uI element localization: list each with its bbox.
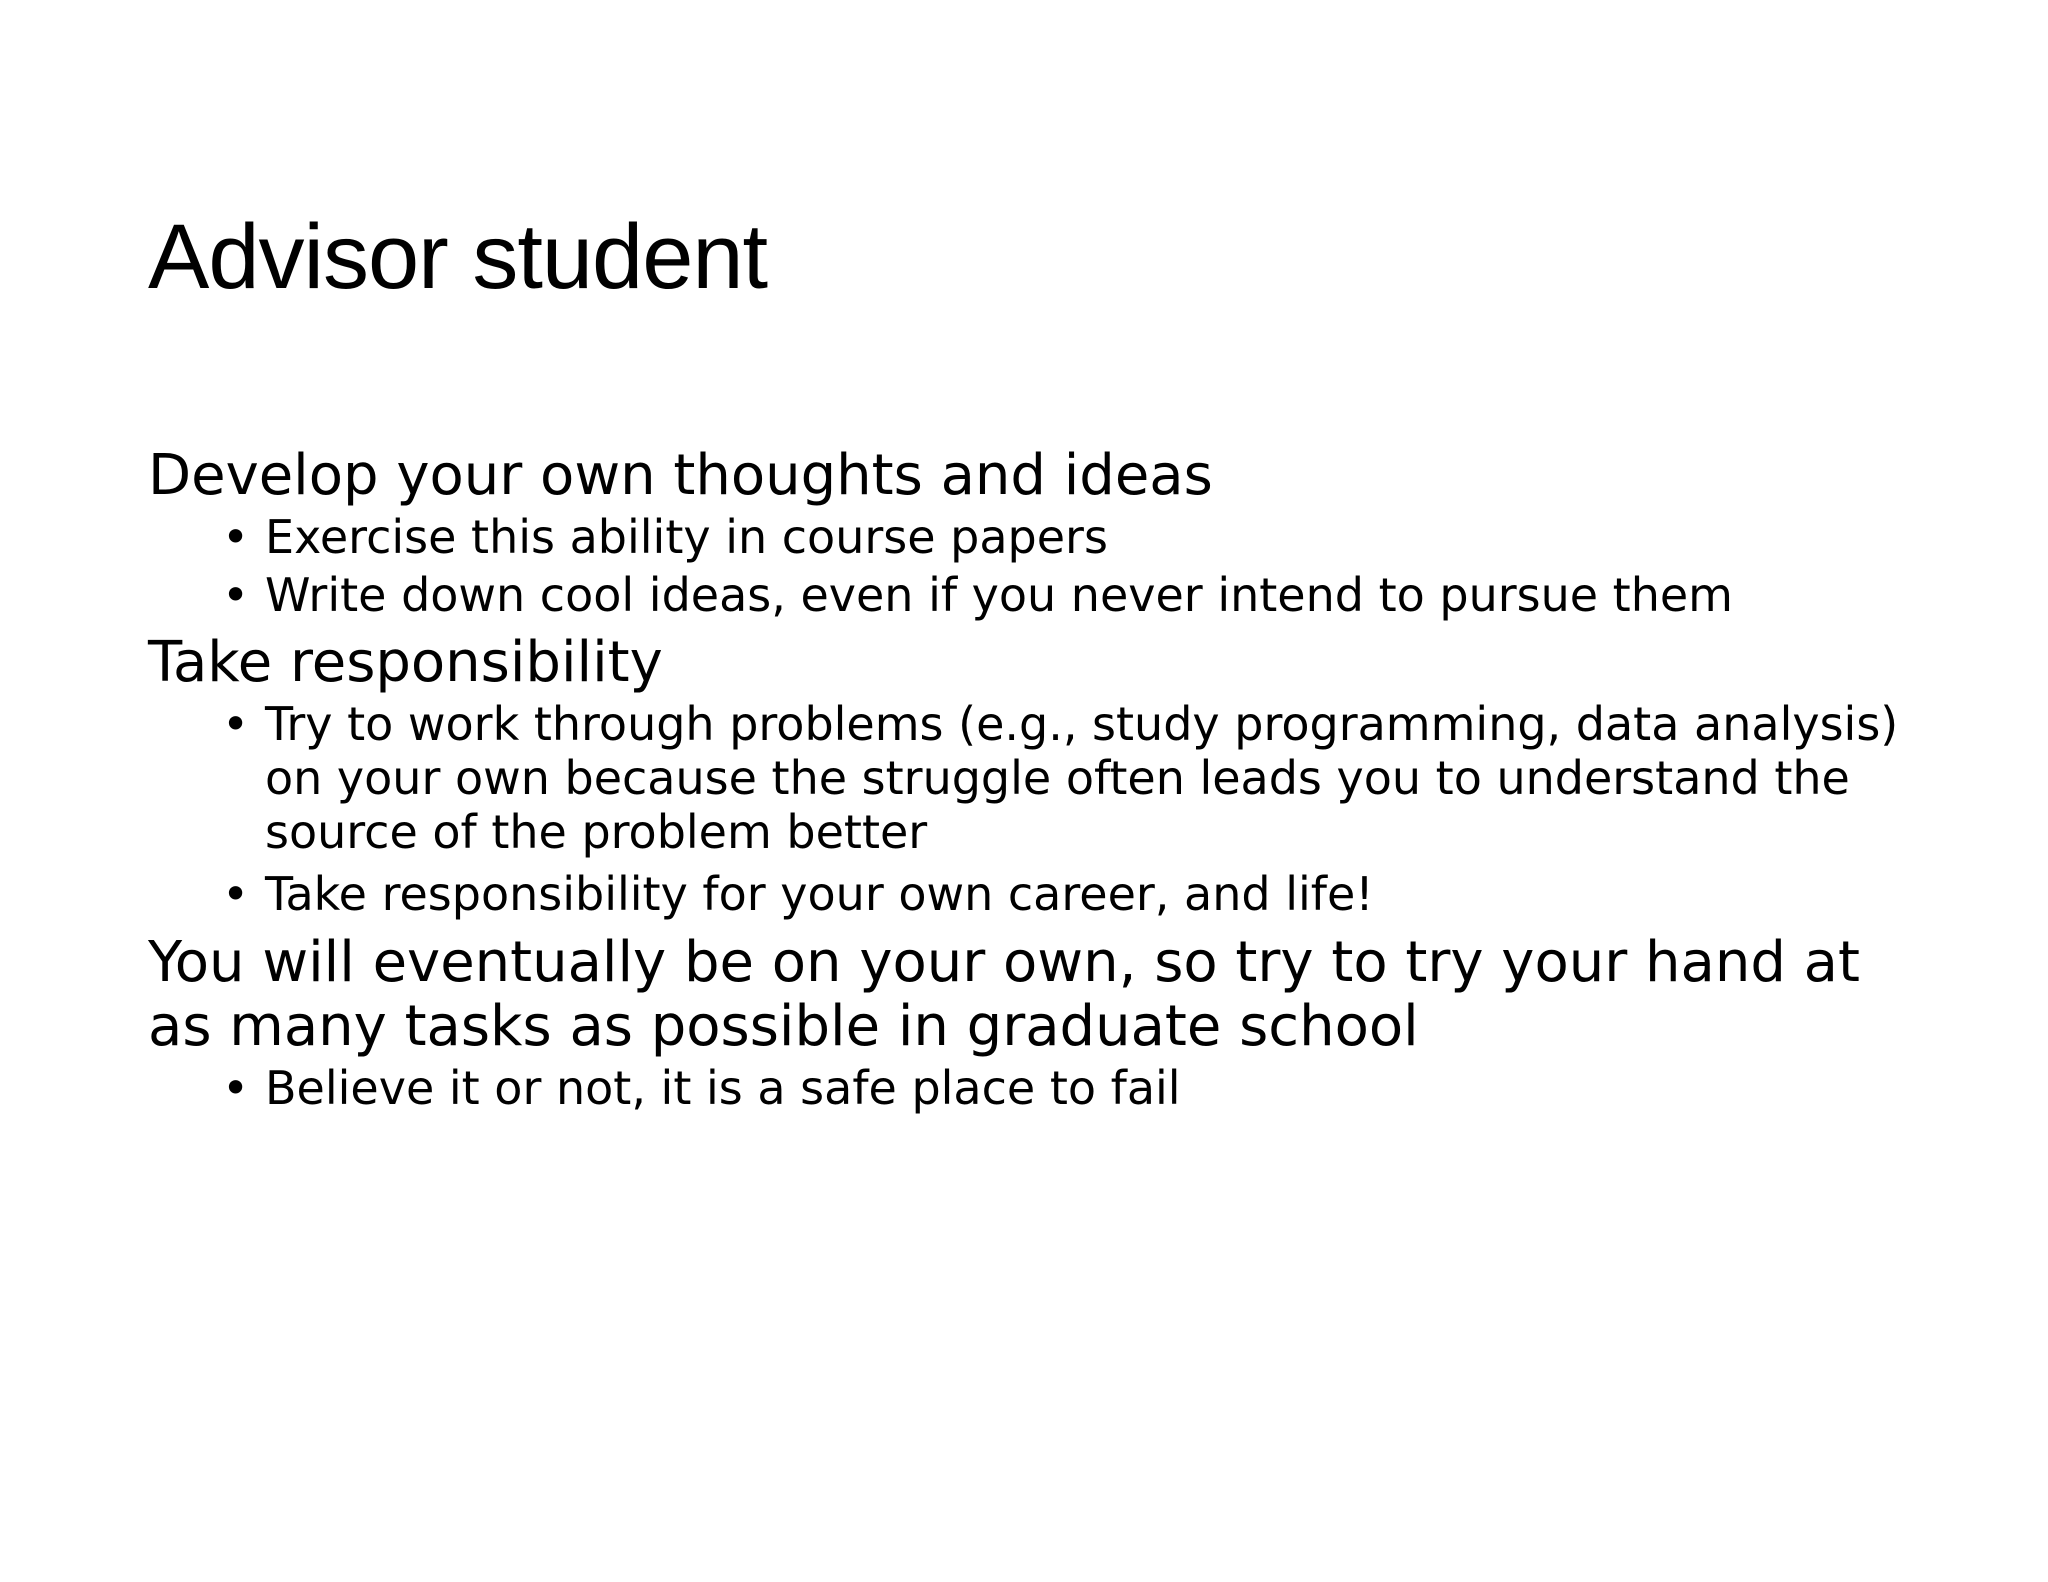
bullet-list-take-responsibility (148, 697, 1948, 921)
bullet-text: Believe it or not, it is a safe place to fail (265, 1061, 1181, 1115)
bullet-list-develop-ideas (148, 510, 1948, 622)
section-heading-on-your-own: You will eventually be on your own, so try to try your hand at as many tasks as possible in graduate school (148, 930, 1860, 1059)
section-heading-take-responsibility: Take responsibility (148, 630, 663, 695)
bullet-icon: • (222, 510, 250, 564)
bullet-icon: • (222, 1061, 250, 1115)
slide-body (148, 444, 1948, 1115)
section-heading-develop-ideas: Develop your own thoughts and ideas (148, 443, 1213, 508)
slide-title: Advisor student (148, 206, 768, 308)
bullet-text: Exercise this ability in course papers (265, 510, 1108, 564)
bullet-text: Write down cool ideas, even if you never intend to pursue them (265, 568, 1733, 622)
bullet-icon: • (222, 697, 250, 751)
bullet-text: Take responsibility for your own career, and life! (265, 867, 1374, 921)
bullet-list-on-your-own (148, 1061, 1948, 1115)
bullet-item (148, 867, 1938, 921)
bullet-icon: • (222, 568, 250, 622)
bullet-item (148, 568, 1938, 622)
bullet-item (148, 510, 1938, 564)
bullet-icon: • (222, 867, 250, 921)
bullet-text: Try to work through problems (e.g., study programming, data analysis) on your own because the struggle often leads you to understand the source of the problem better (265, 697, 1899, 859)
bullet-item (148, 1061, 1938, 1115)
bullet-item (148, 697, 1938, 859)
